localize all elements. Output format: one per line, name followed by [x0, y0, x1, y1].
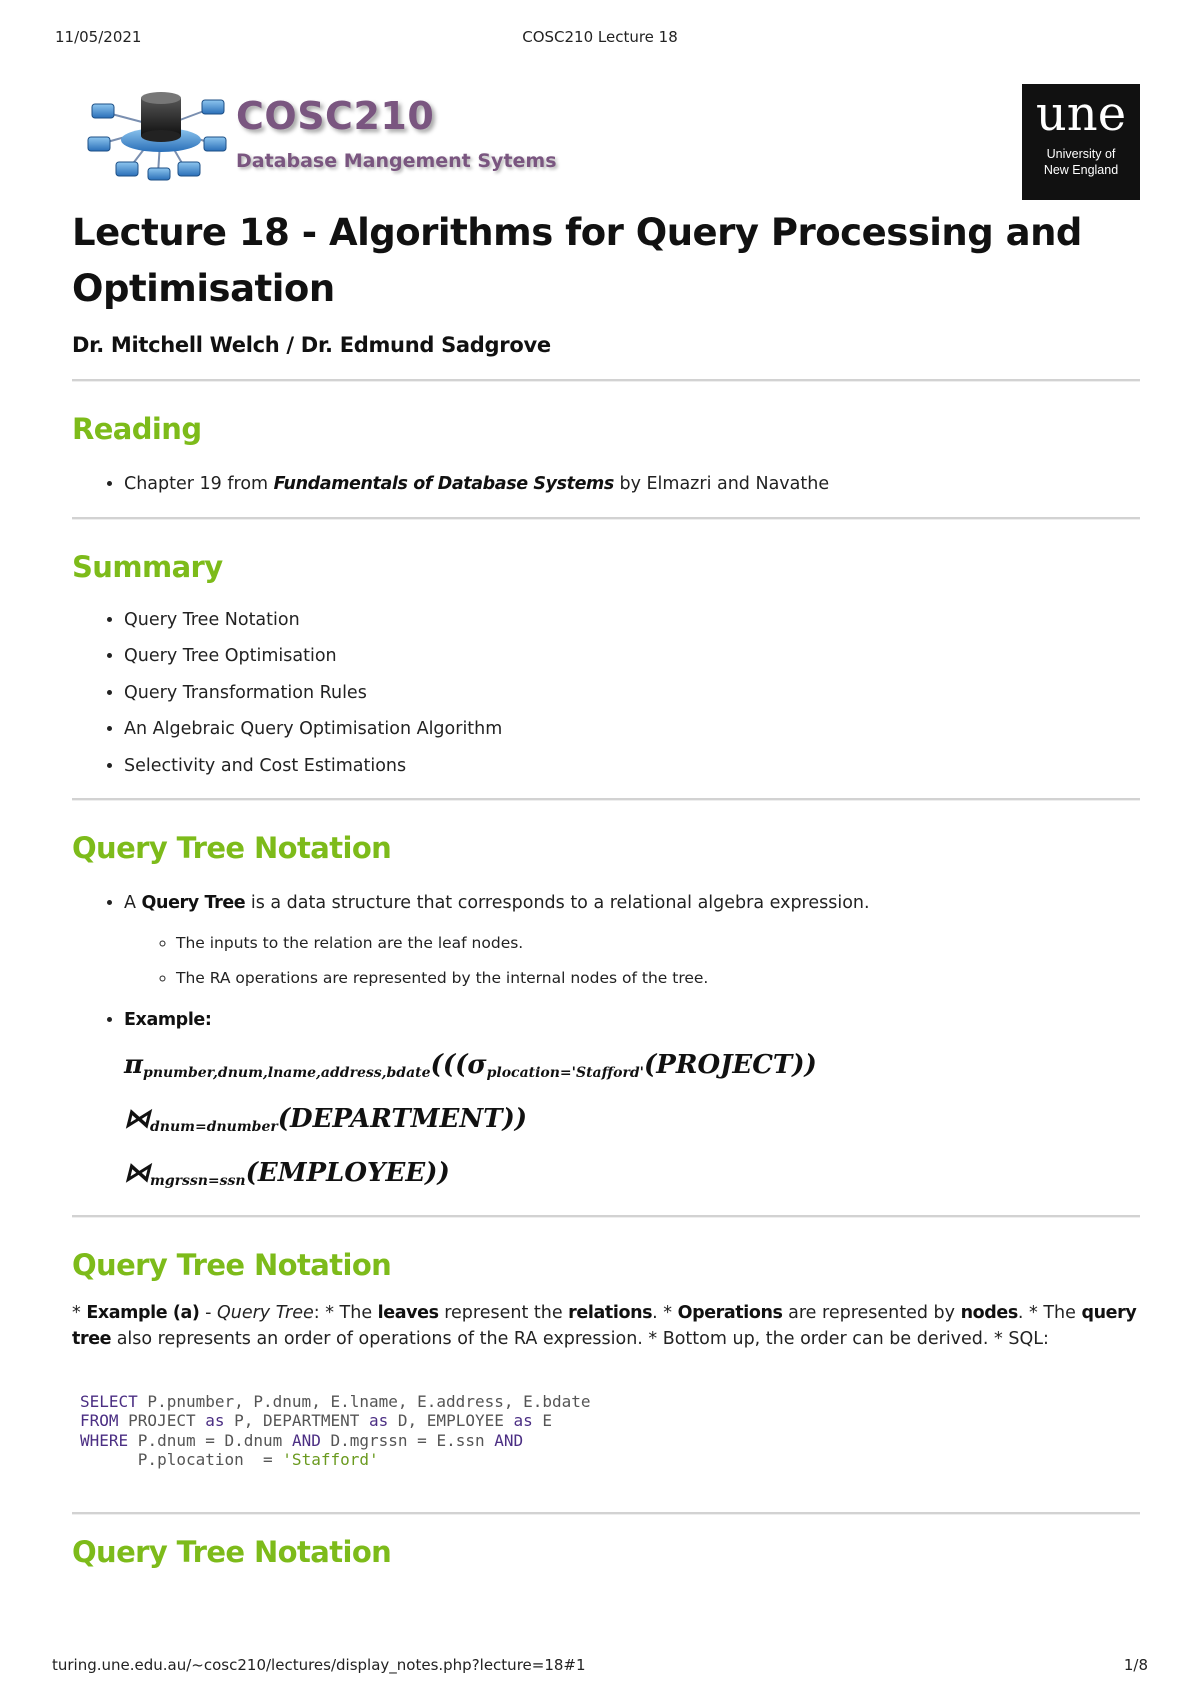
- example-a-paragraph: * Example (a) - Query Tree: * The leaves represent the relations. * Operations are represented by nodes. * The query tree also represents an order of operations of the RA expression. * Bottom up, the order can be derived. * SQL:: [72, 1302, 1137, 1349]
- summary-item: • Query Transformation Rules: [124, 675, 1140, 712]
- print-header: [55, 28, 1145, 48]
- reading-heading: Reading: [72, 412, 202, 446]
- section-divider: [72, 1215, 1140, 1218]
- ra-line-3: $⋈_{mgrssn=ssn}(EMPLOYEE)$): [124, 1158, 450, 1190]
- query-tree-sublist: [124, 926, 1140, 996]
- page-number: 1/8: [1123, 1656, 1148, 1674]
- une-logo-line2: New England: [1043, 163, 1119, 177]
- summary-item: • Query Tree Optimisation: [124, 638, 1140, 675]
- query-tree-notation-heading: Query Tree Notation: [72, 831, 392, 865]
- ra-line-1: $\pi_{pnumber,dnum,lname,address,bdate}(((\sigma_{plocation='Stafford'}(PROJECT))$: [124, 1050, 817, 1082]
- database-network-icon: [86, 82, 236, 182]
- print-footer: [52, 1656, 1148, 1676]
- summary-item: • Selectivity and Cost Estimations: [124, 748, 1140, 785]
- section-divider: [72, 798, 1140, 801]
- print-title: COSC210 Lecture 18: [522, 28, 678, 46]
- summary-heading: Summary: [72, 549, 223, 584]
- lecture-title: Lecture 18 - Algorithms for Query Processing and Optimisation: [72, 211, 1082, 310]
- sub-item: ◦ The RA operations are represented by the internal nodes of the tree.: [176, 961, 1140, 996]
- example-label: Example:: [124, 1009, 212, 1030]
- summary-item: • An Algebraic Query Optimisation Algorithm: [124, 711, 1140, 748]
- ra-line-2: $⋈_{dnum=dnumber}(DEPARTMENT)$): [124, 1104, 528, 1136]
- book-title: Fundamentals of Database Systems: [273, 474, 614, 494]
- summary-item: • Query Tree Notation: [124, 602, 1140, 639]
- summary-list: [72, 602, 1140, 785]
- query-tree-notation-heading: Query Tree Notation: [72, 1247, 392, 1282]
- une-logo: [1022, 84, 1140, 200]
- course-code: COSC210: [236, 94, 435, 138]
- reading-item: • Chapter 19 from Fundamentals of Database Systems by Elmazri and Navathe: [124, 466, 1140, 503]
- query-tree-notation-heading: Query Tree Notation: [72, 1534, 392, 1569]
- lecture-content: [72, 205, 1140, 1569]
- sql-code-block: SELECT P.pnumber, P.dnum, E.lname, E.address, E.bdate FROM PROJECT as P, DEPARTMENT as D, EMPLOYEE as E WHERE P.dnum = D.dnum AND D.mgrssn = E.ssn AND P.plocation = 'Stafford': [80, 1391, 591, 1470]
- une-logo-subtitle: [1022, 146, 1140, 178]
- example-item: [124, 1002, 1140, 1039]
- une-logo-line1: University of: [1046, 147, 1116, 161]
- une-logo-word: une: [1035, 86, 1127, 142]
- course-name: Database Mangement Sytems: [236, 150, 557, 172]
- reading-list: [72, 466, 1140, 503]
- course-banner: [86, 82, 586, 192]
- sub-item: ◦ The inputs to the relation are the leaf nodes.: [176, 926, 1140, 961]
- section-divider: [72, 1512, 1140, 1515]
- section-divider: [72, 379, 1140, 382]
- print-date: 11/05/2021: [55, 28, 142, 46]
- page-url: turing.une.edu.au/~cosc210/lectures/display_notes.php?lecture=18#1: [52, 1656, 586, 1674]
- query-tree-list: [72, 885, 1140, 1038]
- query-tree-definition: • A Query Tree is a data structure that corresponds to a relational algebra expression. ◦ The inputs to the relation are the leaf nodes. ◦ The RA operations are represented by the internal nodes of the tree.: [124, 885, 1140, 996]
- lecture-authors: Dr. Mitchell Welch / Dr. Edmund Sadgrove: [72, 333, 551, 357]
- section-divider: [72, 517, 1140, 520]
- ra-expression: [124, 1042, 1140, 1205]
